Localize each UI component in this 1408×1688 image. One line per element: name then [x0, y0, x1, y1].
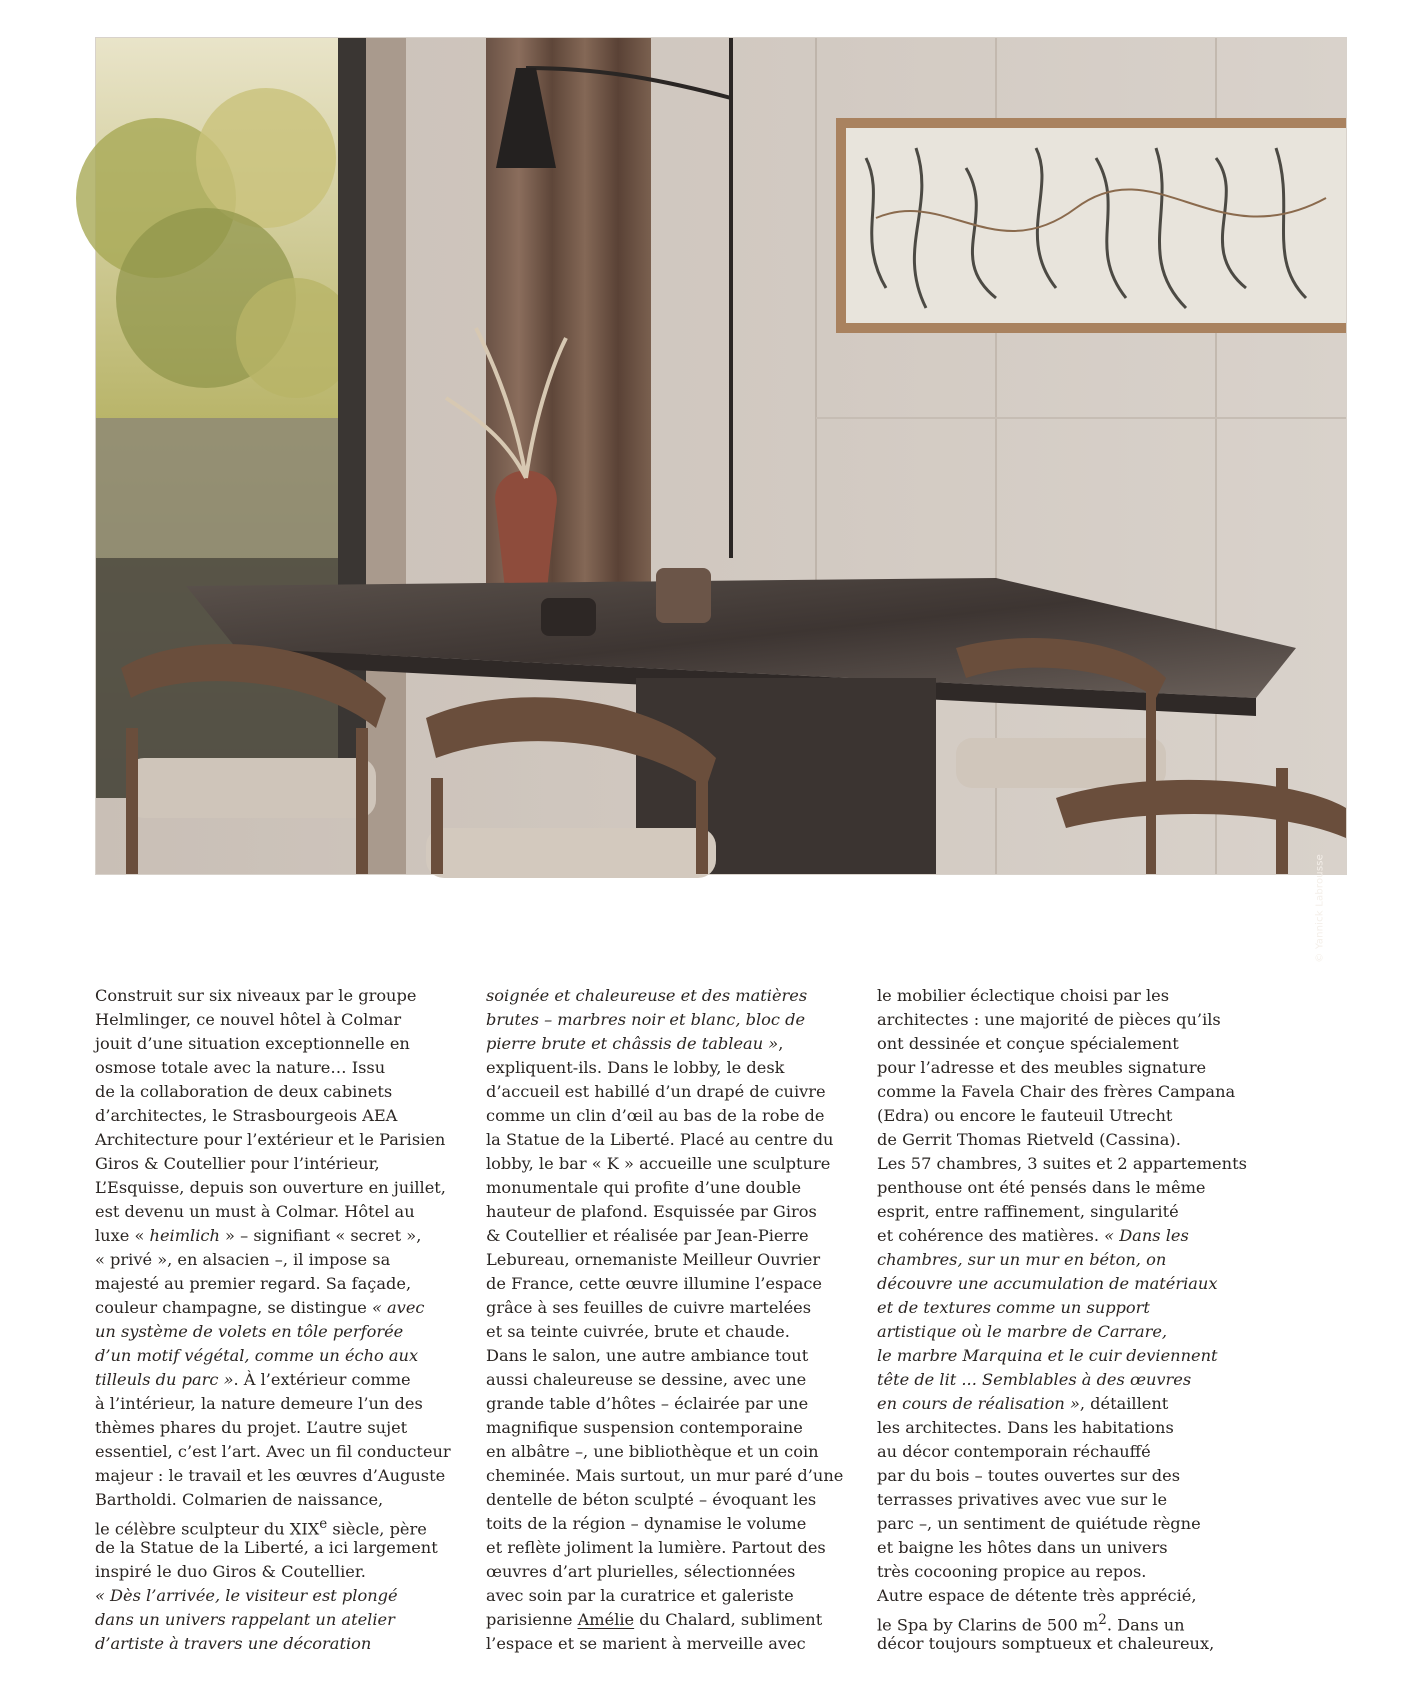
- text-line: [877, 1416, 1247, 1440]
- text-line: [95, 1008, 465, 1032]
- text-line: [877, 1296, 1247, 1320]
- text-segment: » – signifiant « secret »,: [219, 1226, 422, 1245]
- text-line: [486, 1512, 856, 1536]
- text-line: [486, 1128, 856, 1152]
- text-segment: artistique où le marbre de Carrare,: [877, 1322, 1168, 1341]
- text-segment: dentelle de béton sculpté – évoquant les: [486, 1490, 817, 1509]
- text-line: [95, 1128, 465, 1152]
- text-line: [486, 1272, 856, 1296]
- article-column-3: [877, 984, 1247, 1656]
- text-line: [95, 1416, 465, 1440]
- text-segment: découvre une accumulation de matériaux: [877, 1274, 1218, 1293]
- text-segment: luxe «: [95, 1226, 150, 1245]
- text-segment: est devenu un must à Colmar. Hôtel au: [95, 1202, 415, 1221]
- text-segment: d’architectes, le Strasbourgeois AEA: [95, 1106, 398, 1125]
- text-segment: tête de lit ... Semblables à des œuvres: [877, 1370, 1192, 1389]
- text-line: [486, 1104, 856, 1128]
- text-segment: majeur : le travail et les œuvres d’Auguste: [95, 1466, 446, 1485]
- text-segment: L’Esquisse, depuis son ouverture en juillet,: [95, 1178, 446, 1197]
- text-segment: . Dans un: [1106, 1615, 1185, 1635]
- text-line: [486, 1176, 856, 1200]
- text-segment: et cohérence des matières.: [877, 1226, 1105, 1245]
- text-line: [95, 1512, 465, 1539]
- text-segment: et baigne les hôtes dans un univers: [877, 1538, 1168, 1557]
- text-segment: très cocooning propice au repos.: [877, 1562, 1147, 1581]
- text-segment: le marbre Marquina et le cuir deviennent: [877, 1346, 1218, 1365]
- text-line: [877, 1032, 1247, 1056]
- article-column-1: [95, 984, 465, 1656]
- text-segment: l’espace et se marient à merveille avec: [486, 1634, 806, 1653]
- text-line: [877, 1176, 1247, 1200]
- text-segment: et sa teinte cuivrée, brute et chaude.: [486, 1322, 790, 1341]
- text-line: [877, 1488, 1247, 1512]
- text-line: [95, 1440, 465, 1464]
- text-line: [95, 1632, 465, 1656]
- text-line: [95, 1584, 465, 1608]
- text-segment: au décor contemporain réchauffé: [877, 1442, 1151, 1461]
- text-line: [877, 1152, 1247, 1176]
- text-line: [95, 1560, 465, 1584]
- text-segment: les architectes. Dans les habitations: [877, 1418, 1174, 1437]
- superscript-text: 2: [1098, 1612, 1107, 1628]
- text-line: [95, 1488, 465, 1512]
- text-line: [486, 1032, 856, 1056]
- text-segment: à l’intérieur, la nature demeure l’un des: [95, 1394, 423, 1413]
- text-line: [486, 1344, 856, 1368]
- text-segment: inspiré le duo Giros & Coutellier.: [95, 1562, 366, 1581]
- text-line: [486, 1320, 856, 1344]
- text-segment: en cours de réalisation »: [877, 1394, 1080, 1413]
- text-segment: majesté au premier regard. Sa façade,: [95, 1274, 412, 1293]
- text-line: [95, 1296, 465, 1320]
- text-line: [486, 1464, 856, 1488]
- photo-credit: © Yannick Labrousse: [1315, 854, 1326, 963]
- text-segment: ont dessinée et conçue spécialement: [877, 1034, 1179, 1053]
- text-line: [486, 1416, 856, 1440]
- text-line: [877, 1464, 1247, 1488]
- text-segment: heimlich: [149, 1226, 220, 1245]
- text-segment: lobby, le bar « K » accueille une sculpture: [486, 1154, 831, 1173]
- text-segment: « avec: [371, 1298, 425, 1317]
- text-segment: penthouse ont été pensés dans le même: [877, 1178, 1206, 1197]
- text-segment: de Gerrit Thomas Rietveld (Cassina).: [877, 1130, 1181, 1149]
- text-line: [877, 1392, 1247, 1416]
- text-line: [95, 1248, 465, 1272]
- text-line: [95, 1344, 465, 1368]
- text-segment: couleur champagne, se distingue: [95, 1298, 372, 1317]
- text-segment: avec soin par la curatrice et galeriste: [486, 1586, 794, 1605]
- text-line: [486, 1440, 856, 1464]
- text-line: [95, 1152, 465, 1176]
- text-line: [95, 1392, 465, 1416]
- text-segment: essentiel, c’est l’art. Avec un fil conducteur: [95, 1442, 451, 1461]
- text-line: [877, 1200, 1247, 1224]
- text-segment: œuvres d’art plurielles, sélectionnées: [486, 1562, 796, 1581]
- text-segment: toits de la région – dynamise le volume: [486, 1514, 807, 1533]
- text-segment: hauteur de plafond. Esquissée par Giros: [486, 1202, 817, 1221]
- text-line: [877, 1104, 1247, 1128]
- text-segment: Amélie: [577, 1610, 635, 1629]
- text-line: [877, 1512, 1247, 1536]
- text-line: [877, 1008, 1247, 1032]
- text-line: [877, 1224, 1247, 1248]
- text-line: [877, 1536, 1247, 1560]
- text-segment: le mobilier éclectique choisi par les: [877, 986, 1170, 1005]
- text-segment: soignée et chaleureuse et des matières: [486, 986, 808, 1005]
- text-line: [95, 1104, 465, 1128]
- text-line: [486, 1560, 856, 1584]
- text-segment: tilleuls du parc »: [95, 1370, 234, 1389]
- text-segment: . À l’extérieur comme: [233, 1370, 411, 1389]
- text-segment: Dans le salon, une autre ambiance tout: [486, 1346, 809, 1365]
- text-segment: Lebureau, ornemaniste Meilleur Ouvrier: [486, 1250, 821, 1269]
- text-line: [486, 1488, 856, 1512]
- text-segment: grande table d’hôtes – éclairée par une: [486, 1394, 809, 1413]
- text-segment: et reflète joliment la lumière. Partout des: [486, 1538, 826, 1557]
- text-line: [877, 1632, 1247, 1656]
- text-segment: architectes : une majorité de pièces qu’ils: [877, 1010, 1221, 1029]
- text-segment: siècle, père: [327, 1519, 427, 1539]
- text-line: [486, 1536, 856, 1560]
- text-line: [877, 1584, 1247, 1608]
- text-segment: esprit, entre raffinement, singularité: [877, 1202, 1179, 1221]
- text-line: [486, 1080, 856, 1104]
- text-line: [95, 1608, 465, 1632]
- text-line: [95, 1320, 465, 1344]
- text-line: [877, 984, 1247, 1008]
- text-line: [95, 1272, 465, 1296]
- text-line: [486, 1152, 856, 1176]
- text-line: [486, 1632, 856, 1656]
- dining-room-illustration: [96, 38, 1346, 874]
- text-segment: cheminée. Mais surtout, un mur paré d’une: [486, 1466, 844, 1485]
- text-line: [95, 1536, 465, 1560]
- text-line: [877, 1440, 1247, 1464]
- text-segment: pierre brute et châssis de tableau »: [486, 1034, 779, 1053]
- text-segment: jouit d’une situation exceptionnelle en: [95, 1034, 410, 1053]
- text-segment: chambres, sur un mur en béton, on: [877, 1250, 1167, 1269]
- text-line: [486, 1008, 856, 1032]
- text-segment: de la collaboration de deux cabinets: [95, 1082, 393, 1101]
- text-segment: aussi chaleureuse se dessine, avec une: [486, 1370, 807, 1389]
- text-line: [486, 1248, 856, 1272]
- text-line: [95, 1080, 465, 1104]
- text-segment: d’un motif végétal, comme un écho aux: [95, 1346, 419, 1365]
- text-line: [486, 1224, 856, 1248]
- text-segment: de la Statue de la Liberté, a ici largement: [95, 1538, 438, 1557]
- text-segment: brutes – marbres noir et blanc, bloc de: [486, 1010, 806, 1029]
- text-line: [95, 1200, 465, 1224]
- text-segment: grâce à ses feuilles de cuivre martelées: [486, 1298, 812, 1317]
- text-segment: le Spa by Clarins de 500 m: [877, 1615, 1099, 1635]
- text-line: [877, 1128, 1247, 1152]
- text-segment: Helmlinger, ce nouvel hôtel à Colmar: [95, 1010, 402, 1029]
- text-segment: thèmes phares du projet. L’autre sujet: [95, 1418, 408, 1437]
- text-segment: « Dans les: [1104, 1226, 1189, 1245]
- text-segment: « Dès l’arrivée, le visiteur est plongé: [95, 1586, 398, 1605]
- text-line: [486, 984, 856, 1008]
- text-segment: Les 57 chambres, 3 suites et 2 appartements: [877, 1154, 1247, 1173]
- text-line: [486, 1200, 856, 1224]
- text-segment: un système de volets en tôle perforée: [95, 1322, 404, 1341]
- hero-photo-dining-room: [95, 37, 1347, 963]
- text-line: [95, 1368, 465, 1392]
- text-line: [486, 1392, 856, 1416]
- text-line: [486, 1608, 856, 1632]
- text-line: [877, 1560, 1247, 1584]
- text-segment: la Statue de la Liberté. Placé au centre du: [486, 1130, 834, 1149]
- article-body: [95, 984, 1245, 1674]
- text-line: [877, 1608, 1247, 1635]
- text-line: [95, 1032, 465, 1056]
- text-segment: ,: [778, 1034, 784, 1053]
- text-segment: et de textures comme un support: [877, 1298, 1150, 1317]
- text-line: [486, 1584, 856, 1608]
- superscript-text: e: [319, 1516, 328, 1532]
- text-segment: d’accueil est habillé d’un drapé de cuivre: [486, 1082, 826, 1101]
- text-segment: dans un univers rappelant un atelier: [95, 1610, 395, 1629]
- text-segment: d’artiste à travers une décoration: [95, 1634, 372, 1653]
- text-segment: osmose totale avec la nature… Issu: [95, 1058, 386, 1077]
- article-column-2: [486, 984, 856, 1656]
- text-line: [95, 984, 465, 1008]
- text-line: [877, 1344, 1247, 1368]
- text-segment: monumentale qui profite d’une double: [486, 1178, 802, 1197]
- text-line: [486, 1296, 856, 1320]
- text-line: [877, 1080, 1247, 1104]
- text-segment: terrasses privatives avec vue sur le: [877, 1490, 1168, 1509]
- text-segment: parisienne: [486, 1610, 578, 1629]
- text-segment: (Edra) ou encore le fauteuil Utrecht: [877, 1106, 1173, 1125]
- text-segment: parc –, un sentiment de quiétude règne: [877, 1514, 1201, 1533]
- text-segment: Autre espace de détente très apprécié,: [877, 1586, 1197, 1605]
- text-segment: en albâtre –, une bibliothèque et un coin: [486, 1442, 819, 1461]
- text-segment: pour l’adresse et des meubles signature: [877, 1058, 1207, 1077]
- text-segment: comme un clin d’œil au bas de la robe de: [486, 1106, 825, 1125]
- text-segment: du Chalard, subliment: [634, 1610, 823, 1629]
- text-line: [877, 1248, 1247, 1272]
- text-segment: comme la Favela Chair des frères Campana: [877, 1082, 1236, 1101]
- text-segment: de France, cette œuvre illumine l’espace: [486, 1274, 822, 1293]
- text-line: [95, 1056, 465, 1080]
- text-line: [95, 1176, 465, 1200]
- text-line: [486, 1056, 856, 1080]
- text-segment: & Coutellier et réalisée par Jean-Pierre: [486, 1226, 809, 1245]
- text-segment: Construit sur six niveaux par le groupe: [95, 986, 417, 1005]
- text-line: [95, 1224, 465, 1248]
- text-line: [877, 1056, 1247, 1080]
- text-segment: Architecture pour l’extérieur et le Parisien: [95, 1130, 446, 1149]
- text-segment: Giros & Coutellier pour l’intérieur,: [95, 1154, 380, 1173]
- text-segment: « privé », en alsacien –, il impose sa: [95, 1250, 391, 1269]
- text-line: [877, 1320, 1247, 1344]
- text-line: [877, 1368, 1247, 1392]
- text-segment: magnifique suspension contemporaine: [486, 1418, 803, 1437]
- text-segment: par du bois – toutes ouvertes sur des: [877, 1466, 1181, 1485]
- text-segment: , détaillent: [1079, 1394, 1169, 1413]
- text-segment: le célèbre sculpteur du XIX: [95, 1519, 320, 1539]
- text-line: [95, 1464, 465, 1488]
- text-segment: décor toujours somptueux et chaleureux,: [877, 1634, 1215, 1653]
- text-segment: Bartholdi. Colmarien de naissance,: [95, 1490, 384, 1509]
- text-line: [486, 1368, 856, 1392]
- text-segment: expliquent-ils. Dans le lobby, le desk: [486, 1058, 785, 1077]
- text-line: [877, 1272, 1247, 1296]
